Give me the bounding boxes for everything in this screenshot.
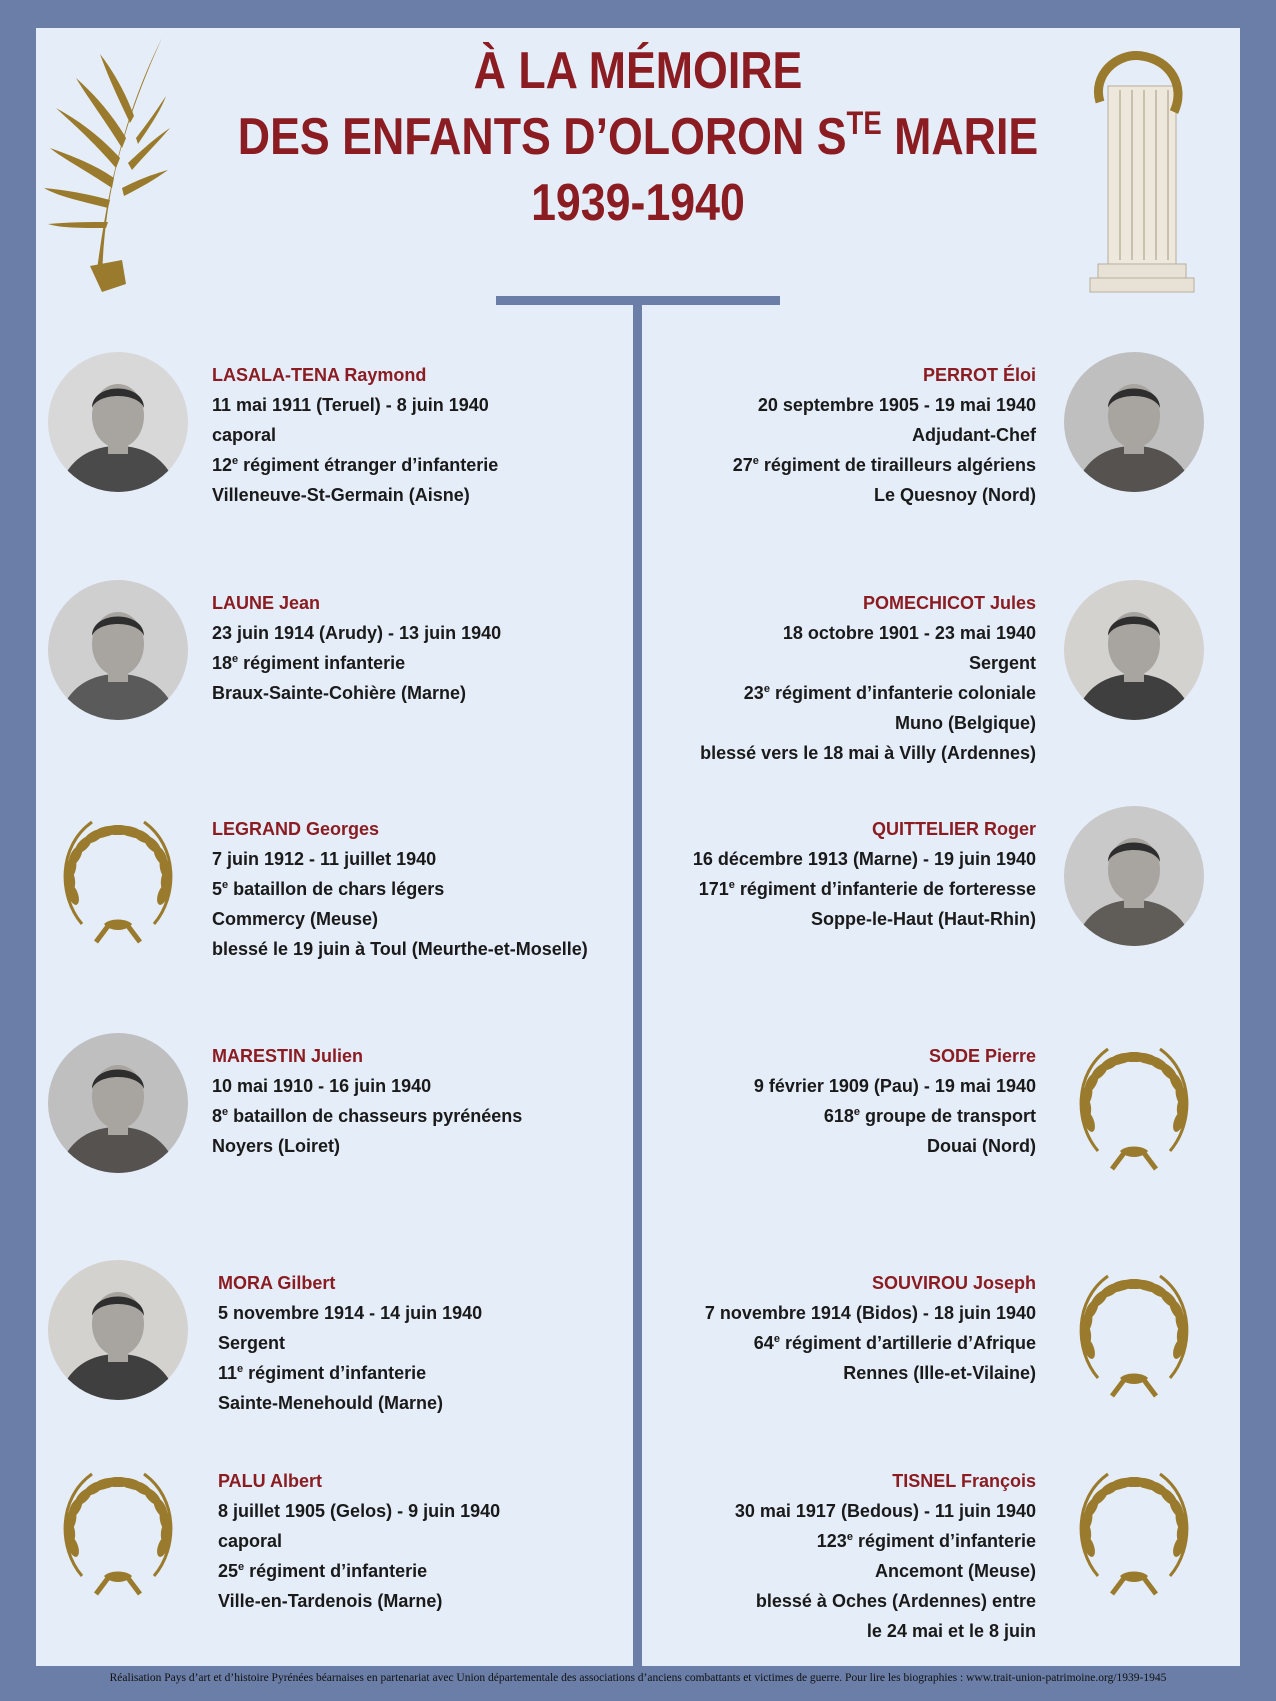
soldier-detail-line: Douai (Nord) (927, 1136, 1036, 1156)
soldier-detail-line: caporal (218, 1531, 283, 1551)
soldier-name: QUITTELIER Roger (871, 819, 1036, 839)
soldier-detail-line: Commercy (Meuse) (212, 909, 379, 929)
soldier-detail-line: blessé vers le 18 mai à Villy (Ardennes) (700, 743, 1036, 763)
soldier-detail-line: 618e groupe de transport (823, 1106, 1036, 1126)
soldier-detail-line: 20 septembre 1905 - 19 mai 1940 (757, 395, 1036, 415)
soldier-detail-line: Noyers (Loiret) (212, 1136, 341, 1156)
soldier-name: SODE Pierre (928, 1046, 1036, 1066)
soldier-detail-line: 18e régiment infanterie (212, 653, 406, 673)
soldier-detail-line: 25e régiment d’infanterie (218, 1561, 428, 1581)
soldier-name: TISNEL François (892, 1471, 1036, 1491)
laurel-wreath-icon (48, 1458, 188, 1598)
title-line-1: À LA MÉMOIRE (473, 42, 803, 100)
soldier-detail-line: Sergent (968, 653, 1036, 673)
soldier-entry (602, 1466, 1036, 1646)
poster-title (36, 38, 1240, 236)
memorial-poster (36, 28, 1240, 1666)
soldier-detail-line: 5 novembre 1914 - 14 juin 1940 (218, 1303, 483, 1323)
soldier-detail-line: le 24 mai et le 8 juin (866, 1621, 1036, 1641)
laurel-wreath-icon (1064, 1260, 1204, 1400)
soldier-detail-line: 23 juin 1914 (Arudy) - 13 juin 1940 (212, 623, 502, 643)
soldier-entry (218, 1268, 638, 1418)
portrait-photo (48, 1033, 188, 1173)
soldier-detail-line: 16 décembre 1913 (Marne) - 19 juin 1940 (692, 849, 1036, 869)
soldier-detail-line: Le Quesnoy (Nord) (873, 485, 1036, 505)
soldier-name: PERROT Éloi (922, 365, 1036, 385)
soldier-detail-line: blessé à Oches (Ardennes) entre (755, 1591, 1036, 1611)
soldier-name: POMECHICOT Jules (862, 593, 1036, 613)
soldier-entry (212, 814, 632, 964)
soldier-name: LEGRAND Georges (212, 819, 380, 839)
soldier-detail-line: Villeneuve-St-Germain (Aisne) (212, 485, 470, 505)
portrait-photo (48, 352, 188, 492)
soldier-name: PALU Albert (218, 1471, 323, 1491)
soldier-detail-line: 27e régiment de tirailleurs algériens (732, 455, 1036, 475)
soldier-name: LAUNE Jean (212, 593, 321, 613)
soldier-entry (602, 814, 1036, 934)
soldier-detail-line: Ancemont (Meuse) (874, 1561, 1036, 1581)
soldier-detail-line: 11 mai 1911 (Teruel) - 8 juin 1940 (212, 395, 489, 415)
soldier-entry (218, 1466, 638, 1616)
soldier-detail-line: Sainte-Menehould (Marne) (218, 1393, 444, 1413)
laurel-wreath-icon (48, 806, 188, 946)
soldier-detail-line: Ville-en-Tardenois (Marne) (218, 1591, 443, 1611)
soldier-entry (602, 1041, 1036, 1161)
soldier-name: MARESTIN Julien (212, 1046, 364, 1066)
soldier-detail-line: 23e régiment d’infanterie coloniale (743, 683, 1036, 703)
soldier-detail-line: 9 février 1909 (Pau) - 19 mai 1940 (753, 1076, 1036, 1096)
laurel-wreath-icon (1064, 1033, 1204, 1173)
soldier-detail-line: 64e régiment d’artillerie d’Afrique (753, 1333, 1036, 1353)
soldier-entry (212, 588, 632, 708)
soldier-detail-line: 30 mai 1917 (Bedous) - 11 juin 1940 (734, 1501, 1036, 1521)
portrait-photo (1064, 806, 1204, 946)
soldier-name: MORA Gilbert (218, 1273, 336, 1293)
soldier-detail-line: caporal (212, 425, 277, 445)
soldier-detail-line: Sergent (218, 1333, 286, 1353)
title-line-2: DES ENFANTS D’OLORON $S^{TE}$ MARIE (237, 105, 1039, 166)
credits-footer: Réalisation Pays d’art et d’histoire Pyrénées béarnaises en partenariat avec Union départementale des associations d’anciens combattants et victimes de guerre. Pour lire les biographies : www.trait-union-patrimoine.org/1939-1945 (109, 1672, 1167, 1684)
soldier-entry (602, 588, 1036, 768)
soldier-detail-line: blessé le 19 juin à Toul (Meurthe-et-Moselle) (212, 939, 588, 959)
soldier-detail-line: 12e régiment étranger d’infanterie (212, 455, 499, 475)
soldier-detail-line: 171e régiment d’infanterie de forteresse (698, 879, 1036, 899)
soldier-entry (602, 1268, 1036, 1388)
portrait-photo (1064, 352, 1204, 492)
title-years: 1939-1940 (531, 174, 745, 232)
soldier-detail-line: 8 juillet 1905 (Gelos) - 9 juin 1940 (218, 1501, 501, 1521)
soldier-detail-line: 7 juin 1912 - 11 juillet 1940 (212, 849, 437, 869)
soldier-entry (602, 360, 1036, 510)
soldier-detail-line: Muno (Belgique) (895, 713, 1036, 733)
soldier-detail-line: 8e bataillon de chasseurs pyrénéens (212, 1106, 523, 1126)
portrait-photo (48, 580, 188, 720)
soldier-detail-line: Braux-Sainte-Cohière (Marne) (212, 683, 467, 703)
soldier-name: LASALA-TENA Raymond (212, 365, 427, 385)
soldier-detail-line: 10 mai 1910 - 16 juin 1940 (212, 1076, 432, 1096)
portrait-photo (48, 1260, 188, 1400)
laurel-wreath-icon (1064, 1458, 1204, 1598)
portrait-photo (1064, 580, 1204, 720)
soldier-detail-line: Soppe-le-Haut (Haut-Rhin) (811, 909, 1036, 929)
soldier-detail-line: 18 octobre 1901 - 23 mai 1940 (782, 623, 1036, 643)
soldier-name: SOUVIROU Joseph (871, 1273, 1036, 1293)
soldier-detail-line: Rennes (Ille-et-Vilaine) (843, 1363, 1036, 1383)
soldier-entry (212, 1041, 632, 1161)
soldier-detail-line: 123e régiment d’infanterie (816, 1531, 1036, 1551)
soldier-detail-line: 5e bataillon de chars légers (212, 879, 445, 899)
soldier-entry (212, 360, 632, 510)
soldier-detail-line: Adjudant-Chef (912, 425, 1036, 445)
soldier-detail-line: 11e régiment d’infanterie (218, 1363, 427, 1383)
soldier-detail-line: 7 novembre 1914 (Bidos) - 18 juin 1940 (704, 1303, 1036, 1323)
